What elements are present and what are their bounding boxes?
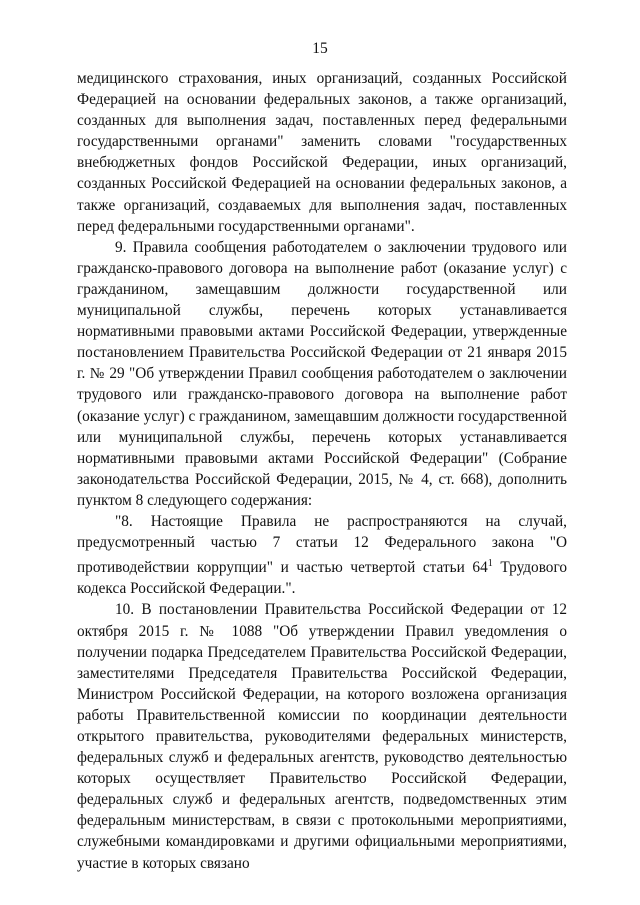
quote-text-start: "8. Настоящие Правила не распространяются на случай, предусмотренный частью 7 статьи 12 Федерального закона "О противодействии коррупции" и частью четвертой статьи 64: [77, 512, 567, 577]
paragraph-item-9: 9. Правила сообщения работодателем о заключении трудового или гражданско-правового договора на выполнение работ (оказание услуг) с гражданином, замещавшим должности государственной или муниципальной службы, перечень которых устанавливается нормативными правовыми актами Российской Федерации, утвержденные постановлением Правительства Российской Федерации от 21 января 2015 г. № 29 "Об утверждении Правил сообщения работодателем о заключении трудового или гражданско-правового договора на выполнение работ (оказание услуг) с гражданином, замещавшим должности государственной или муниципальной службы, перечень которых устанавливается нормативными правовыми актами Российской Федерации" (Собрание законодательства Российской Федерации, 2015, № 4, ст. 668), дополнить пунктом 8 следующего содержания:: [77, 238, 567, 509]
page-number: 15: [312, 40, 328, 57]
paragraph-continuation: медицинского страхования, иных организаций, созданных Российской Федерацией на основании федеральных законов, а также организаций, созданных для выполнения задач, поставленных перед федеральными государственными органами" заменить словами "государственных внебюджетных фондов Российской Федерации, иных организаций, созданных Российской Федерацией на основании федеральных законов, а также организаций, создаваемых для выполнения задач, поставленных перед федеральными государственными органами".: [77, 70, 567, 235]
paragraph-item-8-quote: [77, 511, 567, 599]
document-body: [77, 68, 567, 874]
quote-text-end: Трудового кодекса Российской Федерации.".: [77, 559, 567, 598]
superscript-index: 1: [487, 558, 493, 570]
paragraph-item-10: 10. В постановлении Правительства Российской Федерации от 12 октября 2015 г. № 1088 "Об утверждении Правил уведомления о получении подарка Председателем Правительства Российской Федерации, заместителями Председателя Правительства Российской Федерации, Министром Российской Федерации, на которого возложена организация работы Правительственной комиссии по координации деятельности открытого правительства, руководителями федеральных министерств, федеральных служб и федеральных агентств, руководство деятельностью которых осуществляет Правительство Российской Федерации, федеральных служб и федеральных агентств, подведомственных этим федеральным министерствам, в связи с протокольными мероприятиями, служебными командировками и другими официальными мероприятиями, участие в которых связано: [77, 601, 567, 872]
